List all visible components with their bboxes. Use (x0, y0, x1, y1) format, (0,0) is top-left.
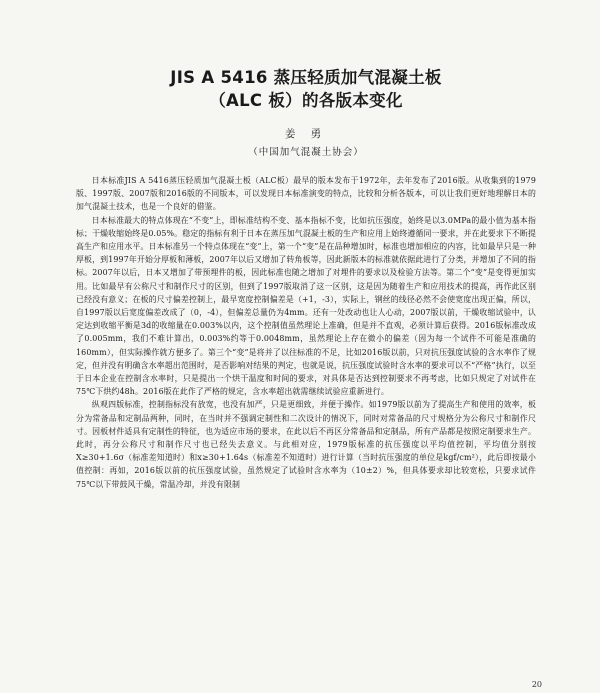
body-paragraph-1: 日本标准JIS A 5416蒸压轻质加气混凝土板（ALC板）最早的版本发布于1972年，去年发布了2016版。从收集到的1979版、1997版、2007版和2016版的不同版本，可以发现日本标准演变的特点，比较和分析各版本，可以让我们更好地理解日本的加气混凝土技术，也是一个良好的借鉴。 (76, 176, 536, 212)
author-name: 姜 勇 (284, 128, 328, 140)
article-title-line-1: JIS A 5416 蒸压轻质加气混凝土板 (170, 68, 442, 87)
article-title-line-2: （ALC 板）的各版本变化 (209, 91, 403, 110)
article-body (76, 174, 536, 491)
body-paragraph-2: 日本标准最大的特点体现在“不变”上，即标准结构不变、基本指标不变，比如抗压强度，始终是以3.0MPa的最小值为基本指标；干燥收缩始终是0.05%。稳定的指标有利于日本在蒸压加气混凝土板的生产和应用上始终遵循同一要求，并在此要求下不断提高生产和应用水平。日本标准另一个特点体现在“变”上，第一个“变”是在品种增加时，标准也增加相应的内容，比如最早只是一种厚板，到1997年开始分厚板和薄板，2007年以后又增加了转角板等，因此新版本的标准就依据此进行了分类，并增加了不同的指标。2007年以后，日本又增加了带预埋件的板，因此标准也随之增加了对埋件的要求以及检验方法等。第二个“变”是变得更加实用。比如最早有公称尺寸和制作尺寸的区别，但到了1997版取消了这一区别，这是因为随着生产和应用技术的提高，再作此区别已经没有意义；在板的尺寸偏差控制上，最早宽度控制偏差是（+1，-3），实际上，钢丝的线径必然不会使宽度出现正偏，所以，自1997版以后宽度偏差改成了（0，-4），但偏差总量仍为4mm。还有一处改动也让人心动，2007版以前，干燥收缩试验中，认定达到收缩平衡是3d的收缩量在0.003%以内，这个控制值虽然理论上准确，但是并不直观，必须计算后获得。2016版标准改成了0.005mm，我们不难计算出，0.003%约等于0.0048mm，虽然理论上存在微小的偏差（因为每一个试件不可能是准确的160mm），但实际操作就方便多了。第三个“变”是将并了以往标准的不足，比如2016版以前，只对抗压强度试验的含水率作了规定，但并没有明确含水率超出范围时，是否影响对结果的判定，也就是说，抗压强度试验时含水率的要求可以不“严格”执行，以至于日本企业在控制含水率时，只是提出一个烘干温度和时间的要求，对具体是否达到控制要求不再考虑，比如只规定了对试件在75℃下烘约48h。2016版在此作了严格的规定，含水率超出就需继续试验应重新进行。 (76, 215, 537, 397)
page-number: 20 (531, 680, 542, 689)
title-block (76, 66, 536, 158)
author-affiliation: （中国加气混凝土协会） (248, 147, 364, 158)
body-paragraph-3: 纵观四版标准，控制指标没有放宽，也没有加严，只是更细致，并便于操作。如1979版以前为了提高生产和使用的效率，板分为常备品和定制品两种，同时，在当时并不强调定制性和二次设计的情况下，同时对常备品的尺寸规格分为公称尺寸和制作尺寸。因板材件适具有定制性的特征，也为适应市场的要求，在此以后不再区分常备品和定制品，所有产品都是按照定制要求生产。此时，再分公称尺寸和制作尺寸也已经失去意义。与此相对应，1979版标准的抗压强度以平均值控制，平均值分别按X≥30+1.6σ（标准差知道时）和x≥30+1.64s（标准差不知道时）进行计算（当时抗压强度的单位是kgf/cm²），此后即按最小值控制：再如，2016版以前的抗压强度试验，虽然规定了试验时含水率为（10±2）%，但具体要求却比较宽松，只要求试件75℃以下带鼓风干燥，常温冷却，并没有限制 (76, 400, 536, 489)
